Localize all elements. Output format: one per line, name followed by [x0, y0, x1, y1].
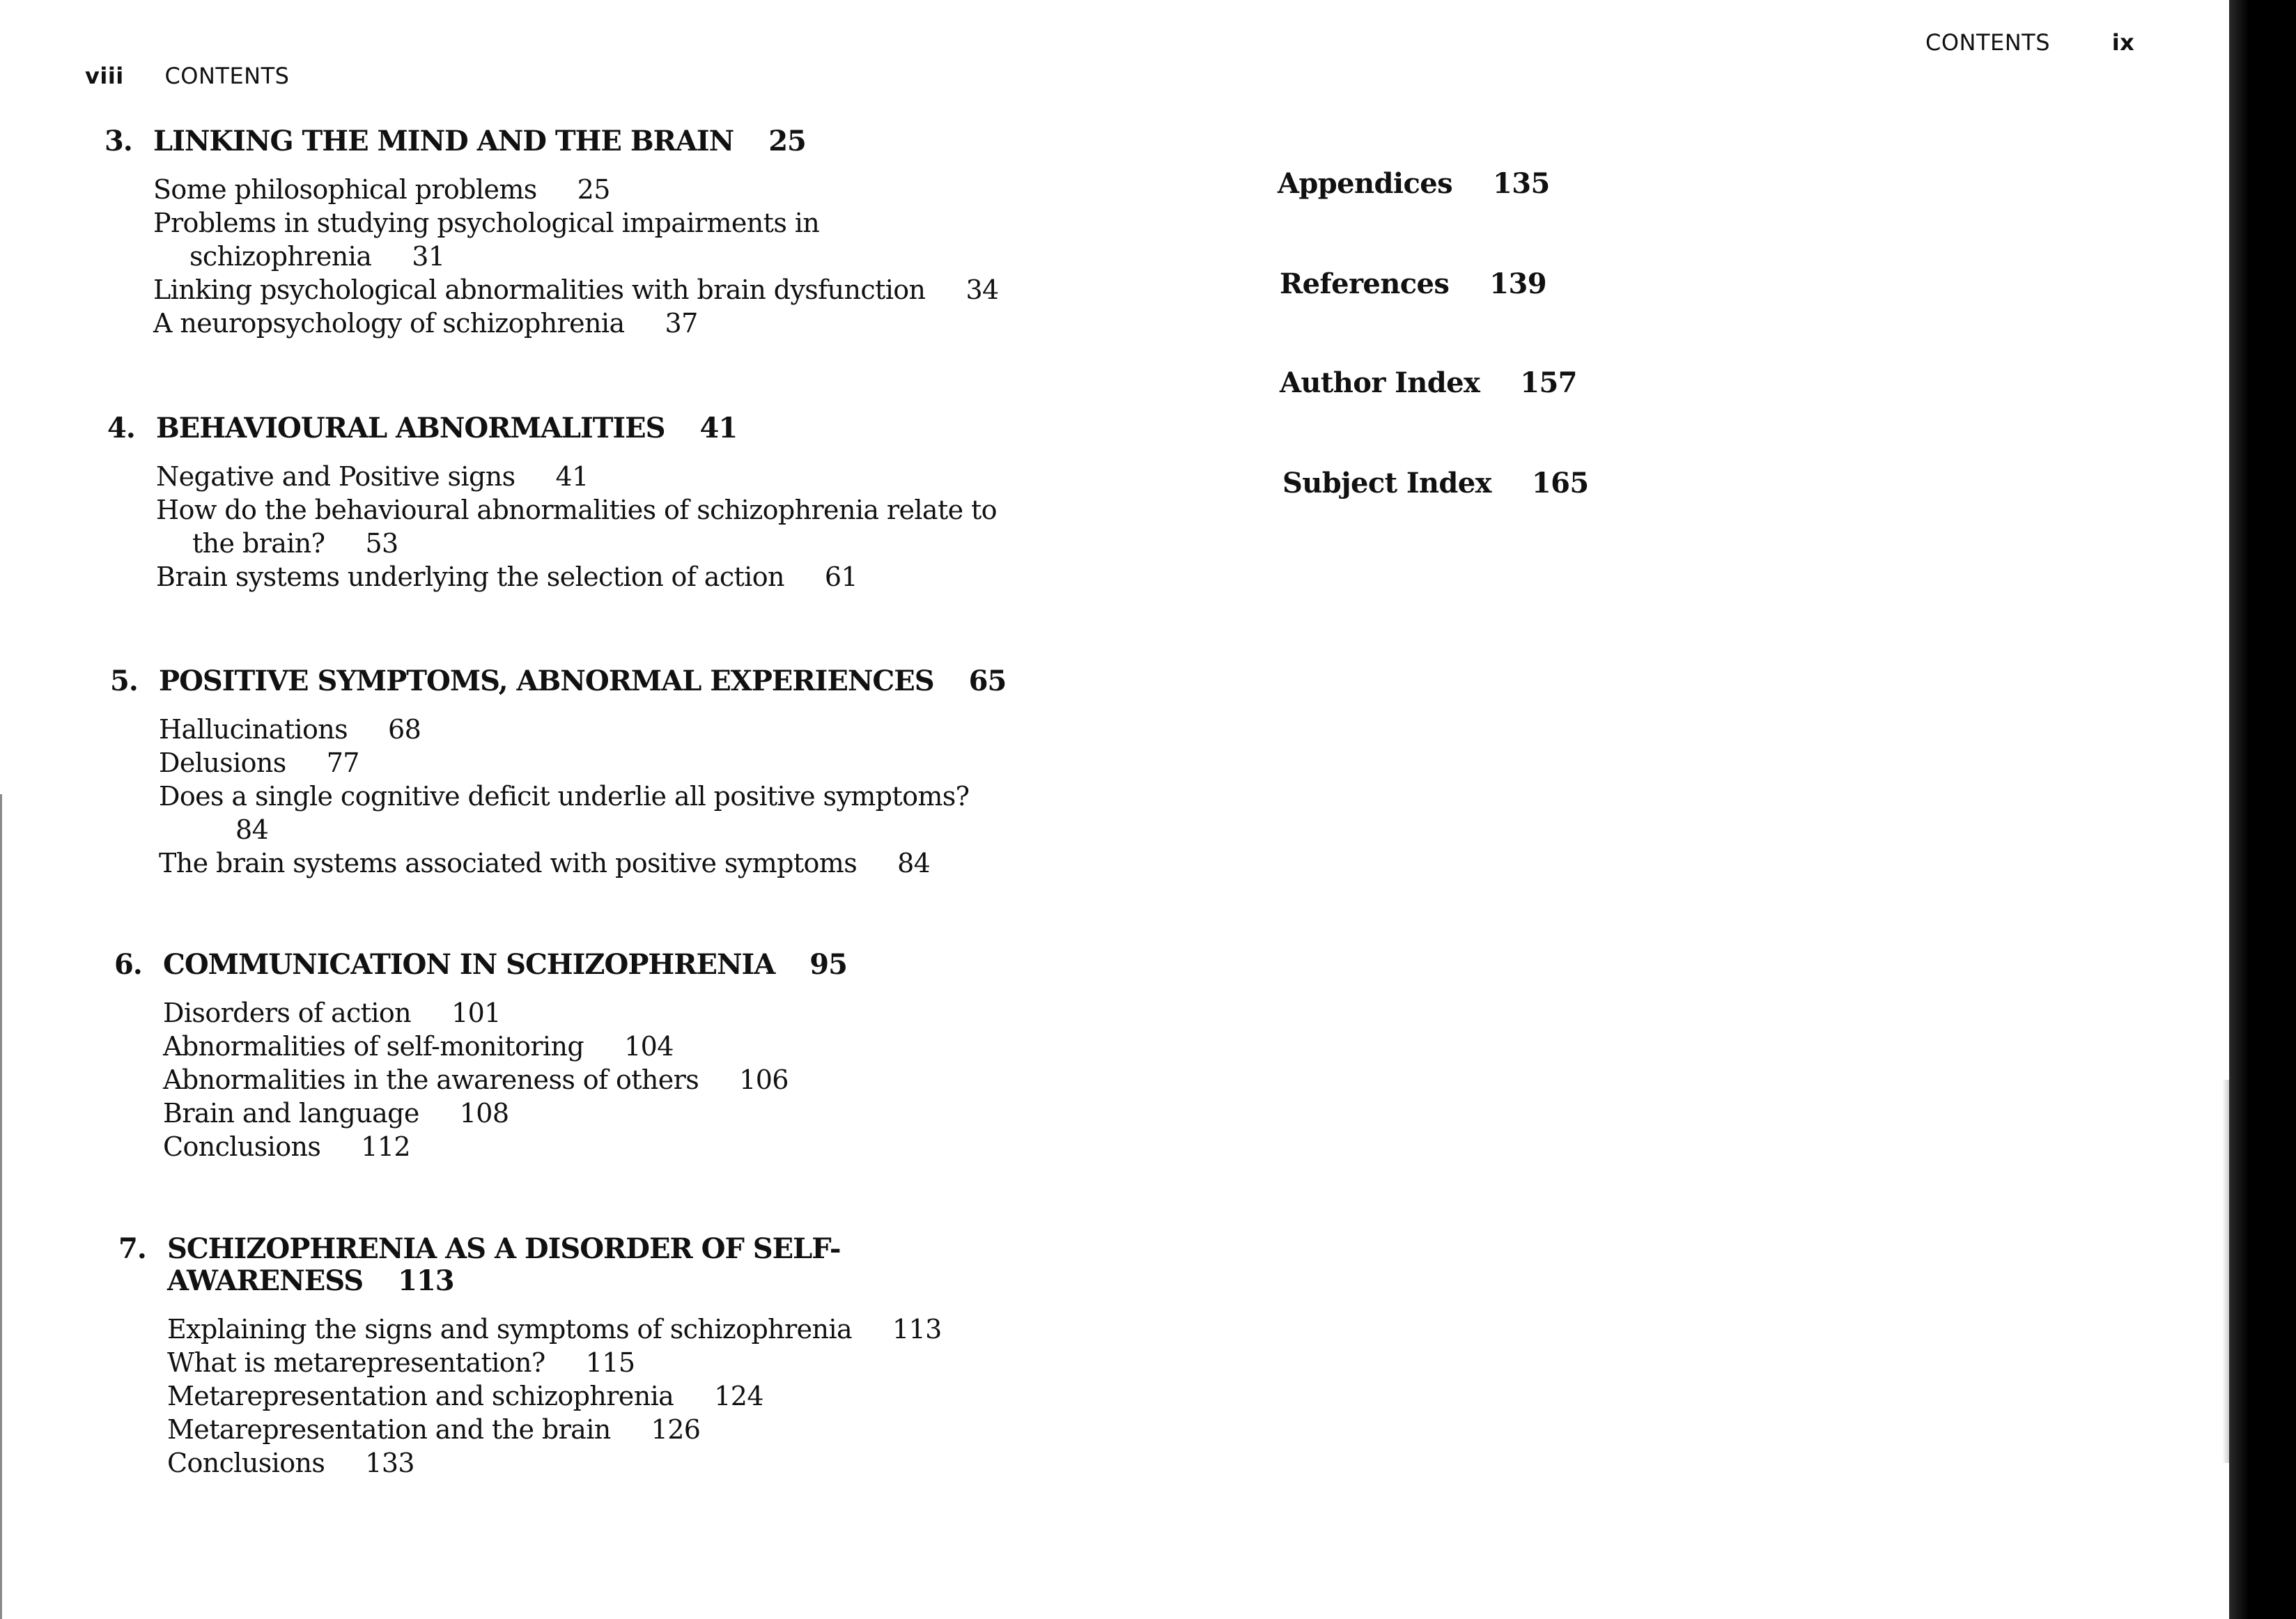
chapter-3	[104, 125, 1142, 340]
chapter-title-text: COMMUNICATION IN SCHIZOPHRENIA	[163, 948, 775, 981]
back-matter-page: 139	[1489, 268, 1546, 300]
chapter-title	[104, 125, 1142, 157]
chapter-title	[107, 412, 1145, 444]
entry-text: Brain and language	[163, 1098, 419, 1129]
entry-text: Hallucinations	[159, 714, 348, 745]
back-matter-page: 165	[1531, 467, 1589, 499]
entry-page: 53	[365, 528, 398, 559]
chapter-title	[110, 665, 1148, 697]
chapter-page: 25	[768, 125, 806, 157]
left-folio: viii	[85, 63, 124, 89]
entry-page: 108	[459, 1098, 509, 1129]
entry-page: 34	[965, 274, 999, 305]
toc-entry	[156, 460, 1145, 493]
chapter-page: 95	[809, 948, 847, 981]
toc-entry	[159, 846, 1148, 880]
scan-right-dark-border	[2229, 0, 2296, 1619]
scan-page-edge-shading	[2222, 1080, 2229, 1463]
entry-text: What is metarepresentation?	[167, 1347, 545, 1378]
chapter-number: 6.	[114, 948, 142, 981]
toc-entry	[153, 307, 1142, 340]
back-matter-page: 135	[1493, 167, 1550, 200]
back-matter-title: Appendices	[1278, 167, 1452, 200]
chapter-4	[107, 412, 1145, 594]
chapter-title	[114, 948, 1152, 981]
toc-entry	[167, 1413, 1156, 1446]
entry-text: A neuropsychology of schizophrenia	[153, 308, 625, 339]
toc-entry	[163, 1130, 1152, 1163]
chapter-number: 5.	[110, 665, 138, 697]
chapter-5	[110, 665, 1148, 880]
toc-entry	[159, 746, 1148, 780]
back-matter-title: Author Index	[1280, 366, 1480, 399]
entry-page: 37	[665, 308, 698, 339]
left-running-head	[85, 63, 289, 89]
back-matter-title: References	[1280, 268, 1450, 300]
chapter-title-text: POSITIVE SYMPTOMS, ABNORMAL EXPERIENCES	[159, 665, 934, 697]
toc-entry	[163, 996, 1152, 1030]
back-matter-title: Subject Index	[1282, 467, 1491, 499]
entry-page: 77	[326, 747, 359, 778]
entry-text: Metarepresentation and the brain	[167, 1414, 611, 1445]
toc-entry	[167, 1346, 1156, 1379]
entry-text: Does a single cognitive deficit underlie all positive symptoms?	[159, 781, 970, 812]
entry-text: Problems in studying psychological impairments in schizophrenia	[153, 208, 820, 272]
toc-entry	[167, 1312, 1156, 1346]
entry-page: 61	[824, 561, 858, 592]
toc-entry	[167, 1446, 1156, 1480]
entry-text: Abnormalities of self-monitoring	[163, 1031, 584, 1062]
entry-page: 133	[365, 1448, 414, 1478]
toc-entry	[167, 1379, 1156, 1413]
entry-page: 115	[585, 1347, 635, 1378]
entry-page: 84	[897, 848, 931, 878]
toc-entry	[159, 780, 1031, 846]
entry-text: Brain systems underlying the selection of action	[156, 561, 784, 592]
right-folio: ix	[2111, 29, 2135, 56]
entry-text: Conclusions	[163, 1131, 321, 1162]
entry-page: 126	[651, 1414, 701, 1445]
entry-page: 112	[361, 1131, 410, 1162]
entry-page: 31	[412, 241, 445, 272]
chapter-title-text: BEHAVIOURAL ABNORMALITIES	[156, 412, 665, 444]
entry-page: 25	[577, 174, 610, 205]
toc-entry	[153, 273, 1142, 307]
entry-text: Negative and Positive signs	[156, 461, 515, 492]
chapter-6	[114, 948, 1152, 1163]
chapter-title	[118, 1232, 864, 1297]
entry-text: Abnormalities in the awareness of others	[163, 1064, 699, 1095]
toc-entry	[156, 493, 1028, 560]
back-matter-appendices	[1278, 167, 1550, 200]
entry-text: Some philosophical problems	[153, 174, 537, 205]
back-matter-subject-index	[1282, 467, 1589, 499]
entry-page: 84	[235, 814, 269, 845]
chapter-number: 3.	[104, 125, 132, 157]
toc-entry	[159, 713, 1148, 746]
back-matter-author-index	[1280, 366, 1577, 399]
back-matter-page: 157	[1520, 366, 1577, 399]
entry-text: Linking psychological abnormalities with brain dysfunction	[153, 274, 926, 305]
chapter-page: 65	[968, 665, 1007, 697]
toc-entry	[153, 206, 914, 273]
entry-text: Delusions	[159, 747, 286, 778]
right-running-head-title: CONTENTS	[1925, 29, 2051, 56]
scan-left-edge-line	[0, 794, 2, 1619]
chapter-7	[118, 1232, 1156, 1480]
chapter-title-text: LINKING THE MIND AND THE BRAIN	[153, 125, 734, 157]
right-running-head	[1925, 29, 2134, 56]
entry-text: Metarepresentation and schizophrenia	[167, 1381, 674, 1411]
toc-entry	[163, 1063, 1152, 1097]
entry-page: 41	[555, 461, 589, 492]
chapter-number: 4.	[107, 412, 135, 444]
toc-entry	[163, 1030, 1152, 1063]
entry-page: 106	[739, 1064, 789, 1095]
chapter-number: 7.	[118, 1232, 146, 1265]
chapter-title-text: SCHIZOPHRENIA AS A DISORDER OF SELF-AWARENESS	[167, 1232, 841, 1297]
chapter-page: 41	[699, 412, 738, 444]
toc-entry	[156, 560, 1145, 594]
entry-text: The brain systems associated with positive symptoms	[159, 848, 858, 878]
left-running-head-title: CONTENTS	[164, 63, 290, 89]
entry-page: 113	[892, 1314, 942, 1345]
toc-entry	[163, 1097, 1152, 1130]
entry-page: 124	[714, 1381, 763, 1411]
entry-page: 68	[388, 714, 421, 745]
entry-text: Conclusions	[167, 1448, 325, 1478]
entry-page: 104	[624, 1031, 674, 1062]
entry-text: How do the behavioural abnormalities of schizophrenia relate to the brain?	[156, 495, 997, 559]
entry-text: Disorders of action	[163, 998, 412, 1028]
toc-entry	[153, 173, 1142, 206]
entry-page: 101	[451, 998, 501, 1028]
back-matter-references	[1280, 268, 1546, 300]
chapter-page: 113	[398, 1264, 454, 1297]
entry-text: Explaining the signs and symptoms of schizophrenia	[167, 1314, 852, 1345]
